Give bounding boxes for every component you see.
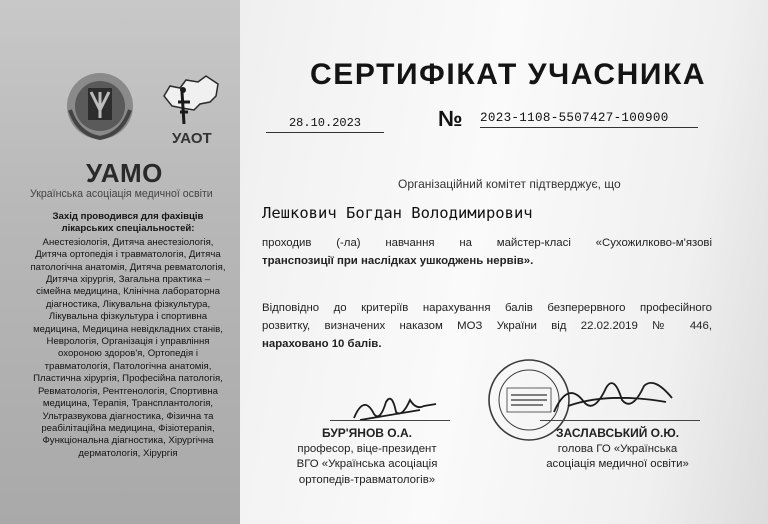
confirm-text: Організаційний комітет підтверджує, що [398, 177, 621, 191]
signatory-1-role-2: ВГО «Українська асоціація [296, 458, 438, 470]
criteria-line-1: Відповідно до критеріїв нарахування балів безперервного професійного [262, 302, 712, 314]
signatory-1-role-1: професор, віце-президент [297, 442, 437, 455]
number-sign: № [438, 106, 463, 131]
uamo-emblem-icon [64, 70, 136, 142]
uamo-abbreviation: УАМО [86, 158, 163, 188]
criteria-line-2: розвитку, визначених наказом МОЗ України від 22.02.2019 № 446, [262, 320, 712, 332]
specialties-block [30, 211, 226, 460]
training-paragraph [262, 234, 712, 270]
signatory-2-name: ЗАСЛАВСЬКИЙ О.Ю. [555, 426, 680, 440]
signatory-2 [515, 426, 720, 473]
specialties-list: Анестезіологія, Дитяча анестезіологія, Дитяча ортопедія і травматологія, Дитяча патологічна анатомія, Дитяча ревматологія, Дитяча хірургія, Загальна практика – сімейна медицина, Клінічна лабораторна діагностика, Лікувальна фізкультура, Лікувальна фізкультура і спортивна медицина, Медицина невідкладних станів, Неврологія, Організація і управління охороною здоров'я, Ортопедія і травматологія, Патологічна анатомія, Пластична хірургія, Професійна патологія, Ревматологія, Рентгенологія, Спортивна медицина, Терапія, Трансплантологія, Ультразвукова діагностика, Фізична та реабілітаційна медицина, Фізіотерапія, Функціональна діагностика, Хірургічна дерматологія, Хірургія [30, 236, 226, 459]
sidebar-panel [0, 0, 240, 524]
signatory-1 [262, 426, 472, 488]
signatory-2-role-1: голова ГО «Українська [557, 442, 678, 455]
signature-line-2 [540, 420, 700, 421]
signatory-2-role-2: асоціація медичної освіти» [546, 458, 689, 470]
points-text: нараховано 10 балів. [262, 338, 382, 350]
certificate-number: 2023-1108-5507427-100900 [480, 111, 698, 128]
signature-line-1 [330, 420, 450, 421]
ukraine-map-icon [160, 66, 222, 128]
certificate-date: 28.10.2023 [266, 116, 384, 133]
training-line-2: транспозиції при наслідках ушкоджень нервів». [262, 255, 534, 267]
signatory-1-name: БУР'ЯНОВ О.А. [322, 426, 412, 440]
uamo-full-name: Українська асоціація медичної освіти [30, 188, 213, 200]
signatory-1-role-3: ортопедів-травматологів» [298, 473, 436, 486]
specialties-title: Захід проводився для фахівців лікарських спеціальностей: [52, 211, 204, 235]
uaot-label: УАОТ [172, 130, 212, 147]
training-line-1: проходив (-ла) навчання на майстер-класі «Сухожилково-м'язові [262, 237, 712, 249]
criteria-paragraph [262, 299, 712, 353]
participant-name: Лешкович Богдан Володимирович [262, 204, 533, 222]
signature-2-icon [548, 372, 678, 420]
certificate-title: СЕРТИФІКАТ УЧАСНИКА [310, 58, 707, 91]
